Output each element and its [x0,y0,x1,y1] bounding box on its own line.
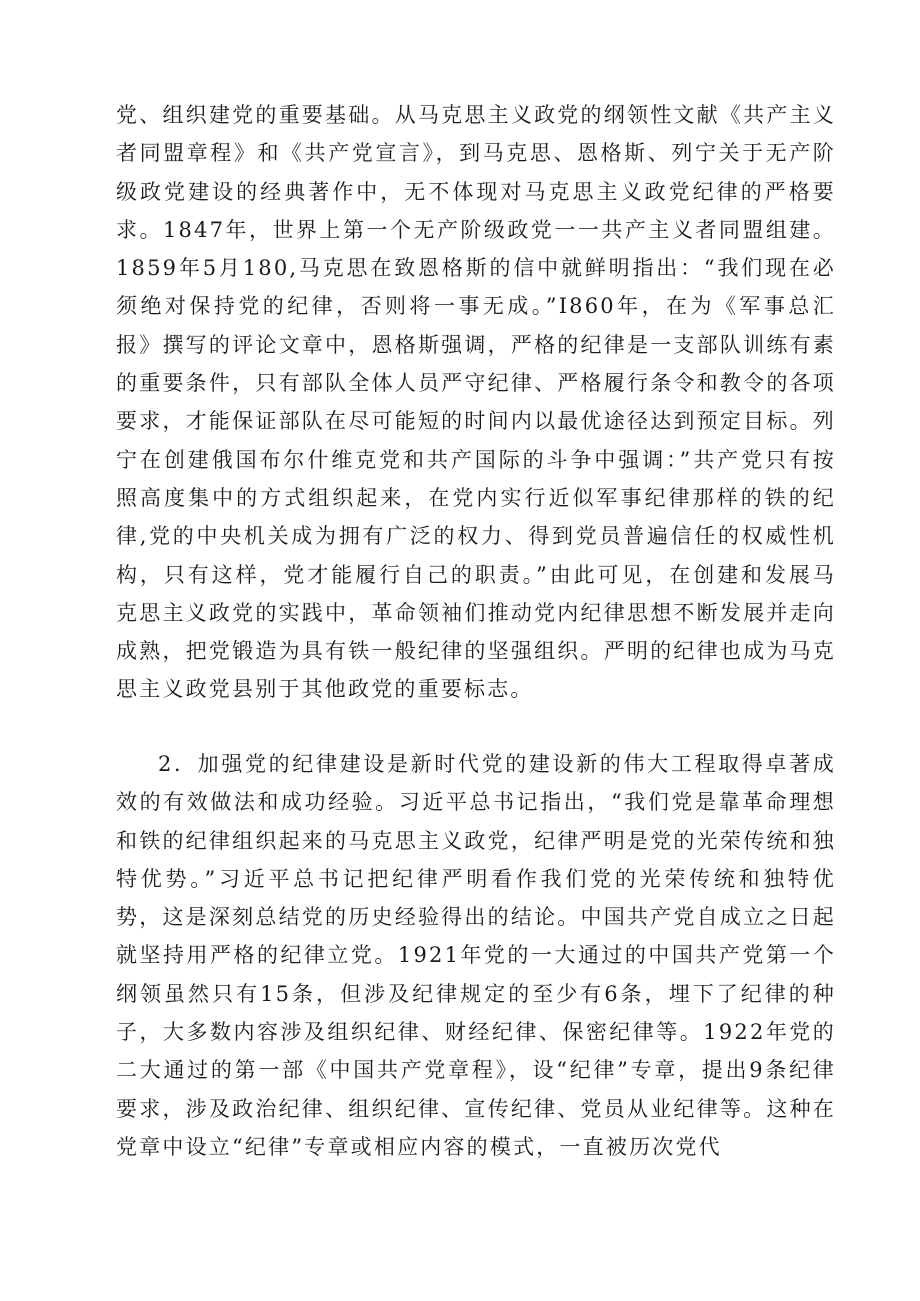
paragraph-2-text: 2．加强党的纪律建设是新时代党的建设新的伟大工程取得卓著成效的有效做法和成功经验。习近平总书记指出，“我们党是靠革命理想和铁的纪律组织起来的马克思主义政党，纪律严明是党的光荣传统和独特优势。”习近平总书记把纪律严明看作我们党的光荣传统和独特优势，这是深刻总结党的历史经验得出的结论。中国共产党自成立之日起就坚持用严格的纪律立党。1921年党的一大通过的中国共产党第一个纲领虽然只有15条，但涉及纪律规定的至少有6条，埋下了纪律的种子，大多数内容涉及组织纪律、财经纪律、保密纪律等。1922年党的二大通过的第一部《中国共产党章程》，设“纪律”专章，提出9条纪律要求，涉及政治纪律、组织纪律、宣传纪律、党员从业纪律等。这种在党章中设立“纪律”专章或相应内容的模式，一直被历次党代 [116,752,836,1159]
paragraph-continued [116,96,836,709]
paragraph-1-text: 党、组织建党的重要基础。从马克思主义政党的纲领性文献《共产主义者同盟章程》和《共产党宣言》，到马克思、恩格斯、列宁关于无产阶级政党建设的经典著作中，无不体现对马克思主义政党纪律的严格要求。1847年，世界上第一个无产阶级政党一一共产主义者同盟组建。1859年5月180,马克思在致恩格斯的信中就鲜明指出：“我们现在必须绝对保持党的纪律，否则将一事无成。”I860年，在为《军事总汇报》撰写的评论文章中，恩格斯强调，严格的纪律是一支部队训练有素的重要条件，只有部队全体人员严守纪律、严格履行条令和教令的各项要求，才能保证部队在尽可能短的时间内以最优途径达到预定目标。列宁在创建俄国布尔什维克党和共产国际的斗争中强调：”共产党只有按照高度集中的方式组织起来，在党内实行近似军事纪律那样的铁的纪律,党的中央机关成为拥有广泛的权力、得到党员普遍信任的权威性机构，只有这样，党才能履行自己的职责。”由此可见，在创建和发展马克思主义政党的实践中，革命领袖们推动党内纪律思想不断发展并走向成熟，把党锻造为具有铁一般纪律的坚强组织。严明的纪律也成为马克思主义政党县别于其他政党的重要标志。 [116,103,836,702]
paragraph-2-wrapper [116,745,836,1166]
paragraph-numbered-2 [116,745,836,1166]
